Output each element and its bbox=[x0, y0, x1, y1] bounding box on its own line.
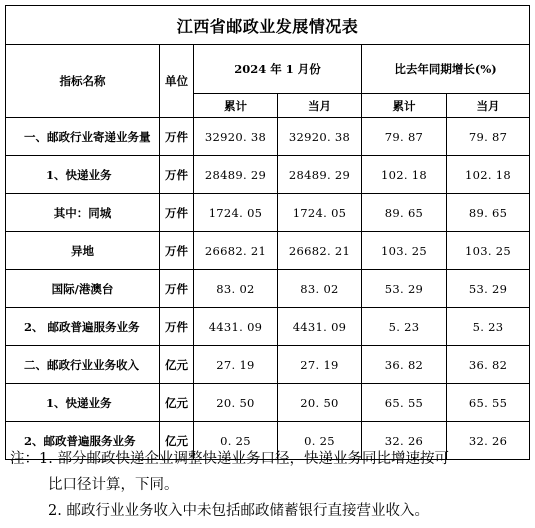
row-unit: 万件 bbox=[160, 308, 194, 346]
footnote-2: 2. 邮政行业业务收入中未包括邮政储蓄银行直接营业收入。 bbox=[48, 503, 429, 519]
table-row bbox=[6, 194, 530, 232]
postal-stats-table bbox=[5, 5, 530, 460]
row-cumulative: 26682. 21 bbox=[194, 232, 278, 270]
row-cumulative: 32920. 38 bbox=[194, 118, 278, 156]
footnote-1-text: 1. 部分邮政快递企业调整快递业务口径，快递业务同比增速按可 bbox=[39, 451, 449, 467]
row-growth-cumulative: 5. 23 bbox=[362, 308, 447, 346]
row-growth-cumulative: 36. 82 bbox=[362, 346, 447, 384]
row-name: 一、邮政行业寄递业务量 bbox=[6, 118, 160, 156]
table-row bbox=[6, 384, 530, 422]
row-growth-cumulative: 103. 25 bbox=[362, 232, 447, 270]
row-growth-cumulative: 102. 18 bbox=[362, 156, 447, 194]
row-name: 1、快递业务 bbox=[6, 156, 160, 194]
row-growth-month: 103. 25 bbox=[447, 232, 530, 270]
row-unit: 亿元 bbox=[160, 384, 194, 422]
row-month: 83. 02 bbox=[278, 270, 362, 308]
row-cumulative: 0. 25 bbox=[194, 422, 278, 460]
row-name: 其中：同城 bbox=[6, 194, 160, 232]
row-growth-month: 53. 29 bbox=[447, 270, 530, 308]
header-growth-month: 当月 bbox=[447, 94, 530, 118]
footnotes bbox=[10, 446, 525, 524]
row-cumulative: 20. 50 bbox=[194, 384, 278, 422]
row-unit: 万件 bbox=[160, 156, 194, 194]
row-month: 32920. 38 bbox=[278, 118, 362, 156]
footnote-prefix: 注： bbox=[10, 451, 39, 467]
row-growth-cumulative: 65. 55 bbox=[362, 384, 447, 422]
row-growth-month: 32. 26 bbox=[447, 422, 530, 460]
row-cumulative: 27. 19 bbox=[194, 346, 278, 384]
row-unit: 万件 bbox=[160, 194, 194, 232]
row-cumulative: 4431. 09 bbox=[194, 308, 278, 346]
row-growth-month: 36. 82 bbox=[447, 346, 530, 384]
row-name: 二、邮政行业业务收入 bbox=[6, 346, 160, 384]
table-row bbox=[6, 156, 530, 194]
row-growth-cumulative: 32. 26 bbox=[362, 422, 447, 460]
header-month: 当月 bbox=[278, 94, 362, 118]
header-growth-cumulative: 累计 bbox=[362, 94, 447, 118]
header-yoy-growth: 比去年同期增长(%) bbox=[362, 45, 530, 94]
row-month: 4431. 09 bbox=[278, 308, 362, 346]
table-row bbox=[6, 346, 530, 384]
row-growth-cumulative: 89. 65 bbox=[362, 194, 447, 232]
row-name: 国际/港澳台 bbox=[6, 270, 160, 308]
row-month: 0. 25 bbox=[278, 422, 362, 460]
row-growth-cumulative: 53. 29 bbox=[362, 270, 447, 308]
row-unit: 万件 bbox=[160, 232, 194, 270]
row-name: 2、邮政普遍服务业务 bbox=[6, 422, 160, 460]
row-month: 28489. 29 bbox=[278, 156, 362, 194]
row-name: 异地 bbox=[6, 232, 160, 270]
footnote-1 bbox=[10, 446, 525, 472]
header-unit: 单位 bbox=[160, 45, 194, 118]
table-row bbox=[6, 232, 530, 270]
row-cumulative: 1724. 05 bbox=[194, 194, 278, 232]
row-growth-month: 102. 18 bbox=[447, 156, 530, 194]
row-unit: 万件 bbox=[160, 118, 194, 156]
table-title: 江西省邮政业发展情况表 bbox=[6, 6, 530, 45]
table-row bbox=[6, 270, 530, 308]
row-month: 20. 50 bbox=[278, 384, 362, 422]
header-current-period: 2024 年 1 月份 bbox=[194, 45, 362, 94]
table-row bbox=[6, 308, 530, 346]
header-indicator-name: 指标名称 bbox=[6, 45, 160, 118]
table-row bbox=[6, 118, 530, 156]
header-cumulative: 累计 bbox=[194, 94, 278, 118]
row-cumulative: 28489. 29 bbox=[194, 156, 278, 194]
footnote-1-continuation: 比口径计算，下同。 bbox=[48, 477, 179, 493]
row-name: 2、 邮政普遍服务业务 bbox=[6, 308, 160, 346]
row-growth-month: 5. 23 bbox=[447, 308, 530, 346]
row-growth-month: 79. 87 bbox=[447, 118, 530, 156]
row-cumulative: 83. 02 bbox=[194, 270, 278, 308]
row-unit: 万件 bbox=[160, 270, 194, 308]
row-unit: 亿元 bbox=[160, 346, 194, 384]
row-month: 27. 19 bbox=[278, 346, 362, 384]
row-growth-month: 65. 55 bbox=[447, 384, 530, 422]
row-month: 1724. 05 bbox=[278, 194, 362, 232]
row-growth-month: 89. 65 bbox=[447, 194, 530, 232]
row-unit: 亿元 bbox=[160, 422, 194, 460]
row-month: 26682. 21 bbox=[278, 232, 362, 270]
row-name: 1、快递业务 bbox=[6, 384, 160, 422]
row-growth-cumulative: 79. 87 bbox=[362, 118, 447, 156]
